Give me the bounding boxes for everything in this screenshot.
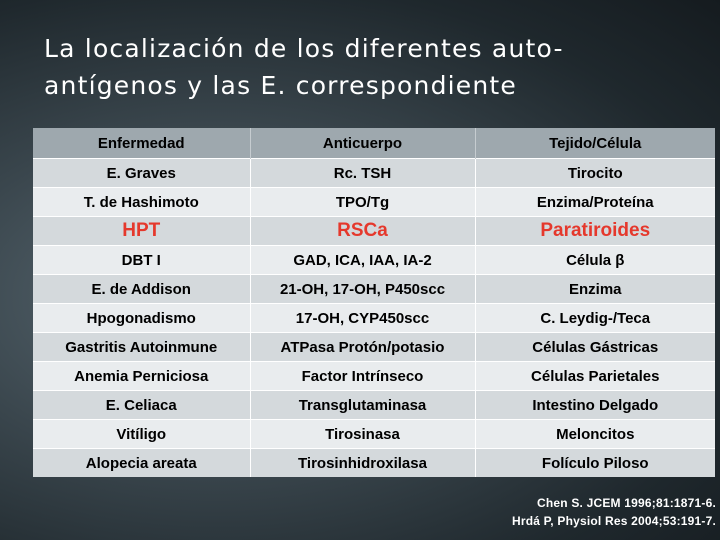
table-row — [33, 420, 715, 449]
cell-tissue: Enzima/Proteína — [475, 188, 715, 217]
cell-antibody: Tirosinhidroxilasa — [250, 449, 475, 478]
table-row-highlighted — [33, 217, 715, 246]
citations — [512, 494, 716, 530]
cell-antibody: ATPasa Protón/potasio — [250, 333, 475, 362]
cell-antibody: GAD, ICA, IAA, IA-2 — [250, 246, 475, 275]
cell-disease: Alopecia areata — [33, 449, 250, 478]
cell-tissue: Meloncitos — [475, 420, 715, 449]
table-header-row — [33, 128, 715, 159]
table-row — [33, 362, 715, 391]
cell-disease: Anemia Perniciosa — [33, 362, 250, 391]
cell-tissue: Tirocito — [475, 159, 715, 188]
cell-disease: HPT — [33, 217, 250, 246]
cell-tissue: Folículo Piloso — [475, 449, 715, 478]
autoantigen-table-container — [33, 128, 715, 477]
header-antibody: Anticuerpo — [250, 128, 475, 159]
cell-antibody: Factor Intrínseco — [250, 362, 475, 391]
table-row — [33, 449, 715, 478]
cell-disease: Hpogonadismo — [33, 304, 250, 333]
table-row — [33, 391, 715, 420]
cell-antibody: 17-OH, CYP450scc — [250, 304, 475, 333]
cell-antibody: 21-OH, 17-OH, P450scc — [250, 275, 475, 304]
header-tissue-cell: Tejido/Célula — [475, 128, 715, 159]
cell-disease: E. de Addison — [33, 275, 250, 304]
cell-disease: DBT I — [33, 246, 250, 275]
cell-antibody: Rc. TSH — [250, 159, 475, 188]
table-row — [33, 159, 715, 188]
cell-disease: E. Celiaca — [33, 391, 250, 420]
cell-tissue: Intestino Delgado — [475, 391, 715, 420]
header-disease: Enfermedad — [33, 128, 250, 159]
citation-line: Hrdá P, Physiol Res 2004;53:191-7. — [511, 514, 716, 528]
cell-disease: T. de Hashimoto — [33, 188, 250, 217]
cell-tissue: Célula β — [475, 246, 715, 275]
cell-tissue: Células Gástricas — [475, 333, 715, 362]
cell-tissue: Paratiroides — [475, 217, 715, 246]
cell-disease: Vitíligo — [33, 420, 250, 449]
cell-antibody: TPO/Tg — [250, 188, 475, 217]
citation-line: Chen S. JCEM 1996;81:1871-6. — [536, 496, 716, 510]
cell-disease: Gastritis Autoinmune — [33, 333, 250, 362]
cell-antibody: Tirosinasa — [250, 420, 475, 449]
cell-antibody: RSCa — [250, 217, 475, 246]
cell-tissue: C. Leydig-/Teca — [475, 304, 715, 333]
autoantigen-table — [33, 128, 715, 477]
table-row — [33, 304, 715, 333]
slide-title: La localización de los diferentes auto-antígenos y las E. correspondiente — [44, 34, 564, 100]
cell-tissue: Células Parietales — [475, 362, 715, 391]
table-row — [33, 333, 715, 362]
cell-disease: E. Graves — [33, 159, 250, 188]
table-row — [33, 188, 715, 217]
table-row — [33, 246, 715, 275]
table-row — [33, 275, 715, 304]
cell-tissue: Enzima — [475, 275, 715, 304]
cell-antibody: Transglutaminasa — [250, 391, 475, 420]
